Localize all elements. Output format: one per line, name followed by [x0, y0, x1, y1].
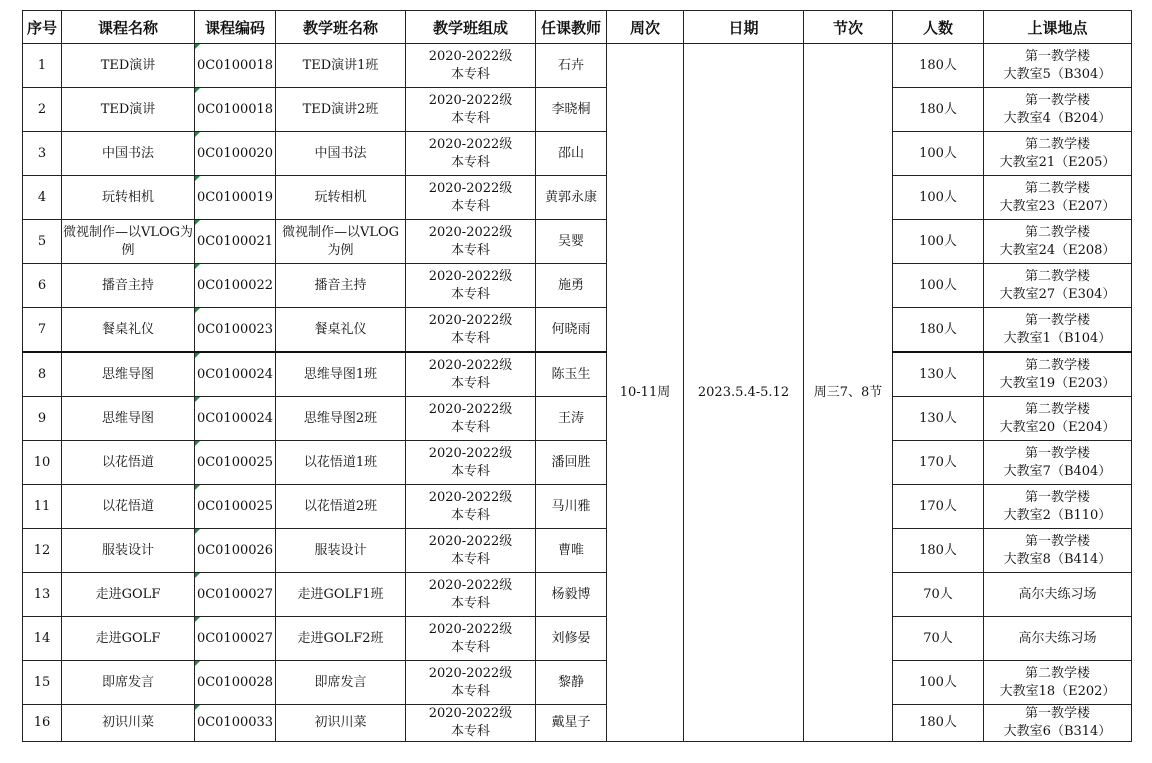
- course-code: 0C0100023: [195, 308, 276, 353]
- class-composition-line1: 2020-2022级: [428, 401, 513, 417]
- course-name: 中国书法: [62, 132, 195, 176]
- header-weeks: 周次: [607, 11, 684, 44]
- class-name: 走进GOLF2班: [276, 617, 406, 661]
- class-composition: [406, 529, 536, 573]
- course-name: TED演讲: [62, 88, 195, 132]
- class-composition-line2: 本专科: [450, 375, 490, 391]
- row-number: 6: [23, 264, 62, 308]
- class-composition-line2: 本专科: [450, 639, 490, 655]
- class-composition-line1: 2020-2022级: [428, 224, 513, 240]
- student-count: 180人: [893, 44, 984, 88]
- location-line2: 大教室8（B414）: [1003, 551, 1112, 567]
- class-composition-line2: 本专科: [450, 66, 490, 82]
- location: [984, 352, 1132, 397]
- table-row: [23, 308, 1132, 353]
- table-row: [23, 485, 1132, 529]
- class-composition-line2: 本专科: [450, 683, 490, 699]
- row-number: 9: [23, 397, 62, 441]
- weeks-cell: 10-11周: [607, 44, 684, 742]
- location-line1: 第一教学楼: [1024, 312, 1090, 328]
- student-count: 170人: [893, 485, 984, 529]
- course-code: 0C0100033: [195, 705, 276, 742]
- location: [984, 441, 1132, 485]
- table-row: [23, 397, 1132, 441]
- course-code: 0C0100018: [195, 88, 276, 132]
- course-name: 以花悟道: [62, 441, 195, 485]
- student-count: 100人: [893, 132, 984, 176]
- location-line2: 大教室18（E202）: [999, 683, 1116, 699]
- teacher: 黎静: [536, 661, 607, 705]
- location: [984, 220, 1132, 264]
- class-composition-line2: 本专科: [450, 110, 490, 126]
- table-row: [23, 44, 1132, 88]
- class-name: 以花悟道1班: [276, 441, 406, 485]
- location-line2: 大教室4（B204）: [1003, 110, 1112, 126]
- period-cell: 周三7、8节: [804, 44, 893, 742]
- row-number: 5: [23, 220, 62, 264]
- student-count: 100人: [893, 176, 984, 220]
- row-number: 14: [23, 617, 62, 661]
- header-count: 人数: [893, 11, 984, 44]
- class-composition-line2: 本专科: [450, 551, 490, 567]
- course-code: 0C0100025: [195, 441, 276, 485]
- student-count: 180人: [893, 88, 984, 132]
- location: [984, 176, 1132, 220]
- class-composition: [406, 44, 536, 88]
- class-name: 播音主持: [276, 264, 406, 308]
- class-composition: [406, 88, 536, 132]
- class-composition-line2: 本专科: [450, 507, 490, 523]
- row-number: 13: [23, 573, 62, 617]
- course-schedule-table: [22, 10, 1132, 742]
- location-line1: 第一教学楼: [1024, 533, 1090, 549]
- course-code: 0C0100026: [195, 529, 276, 573]
- row-number: 16: [23, 705, 62, 742]
- course-code: 0C0100019: [195, 176, 276, 220]
- class-name: 中国书法: [276, 132, 406, 176]
- class-composition-line1: 2020-2022级: [428, 312, 513, 328]
- location: [984, 705, 1132, 742]
- location-line1: 第二教学楼: [1024, 268, 1090, 284]
- location-line1: 第二教学楼: [1024, 401, 1090, 417]
- student-count: 170人: [893, 441, 984, 485]
- class-composition-line1: 2020-2022级: [428, 48, 513, 64]
- course-name: 服装设计: [62, 529, 195, 573]
- class-composition: [406, 176, 536, 220]
- row-number: 8: [23, 352, 62, 397]
- teacher: 施勇: [536, 264, 607, 308]
- location: [984, 264, 1132, 308]
- class-composition-line1: 2020-2022级: [428, 445, 513, 461]
- teacher: 杨毅博: [536, 573, 607, 617]
- class-composition: [406, 397, 536, 441]
- teacher: 吴婴: [536, 220, 607, 264]
- location-line1: 第一教学楼: [1024, 445, 1090, 461]
- location-line1: 第一教学楼: [1024, 48, 1090, 64]
- class-composition-line1: 2020-2022级: [428, 268, 513, 284]
- table-row: [23, 352, 1132, 397]
- class-composition-line2: 本专科: [450, 198, 490, 214]
- class-name: 微视制作—以VLOG为例: [276, 220, 406, 264]
- class-composition-line2: 本专科: [450, 724, 490, 739]
- table-row: [23, 176, 1132, 220]
- location-line1: 第一教学楼: [1024, 92, 1090, 108]
- class-composition-line1: 2020-2022级: [428, 180, 513, 196]
- class-name: TED演讲1班: [276, 44, 406, 88]
- class-composition-line2: 本专科: [450, 463, 490, 479]
- table-row: [23, 529, 1132, 573]
- location: [984, 529, 1132, 573]
- location-line2: 大教室21（E205）: [999, 154, 1116, 170]
- course-name: 以花悟道: [62, 485, 195, 529]
- row-number: 11: [23, 485, 62, 529]
- location-line1: 第二教学楼: [1024, 224, 1090, 240]
- row-number: 12: [23, 529, 62, 573]
- course-code: 0C0100025: [195, 485, 276, 529]
- course-name: 微视制作—以VLOG为例: [62, 220, 195, 264]
- header-class-composition: 教学班组成: [406, 11, 536, 44]
- class-composition-line1: 2020-2022级: [428, 533, 513, 549]
- header-no: 序号: [23, 11, 62, 44]
- location: [984, 308, 1132, 353]
- location-line1: 第二教学楼: [1024, 136, 1090, 152]
- course-code: 0C0100018: [195, 44, 276, 88]
- location-line2: 大教室1（B104）: [1003, 330, 1112, 346]
- course-code: 0C0100028: [195, 661, 276, 705]
- class-composition-line1: 2020-2022级: [428, 136, 513, 152]
- location-line2: 大教室24（E208）: [999, 242, 1116, 258]
- location: [984, 44, 1132, 88]
- row-number: 2: [23, 88, 62, 132]
- table-row: [23, 661, 1132, 705]
- location-line1: 第一教学楼: [1024, 706, 1090, 721]
- location-line2: 大教室23（E207）: [999, 198, 1116, 214]
- header-location: 上课地点: [984, 11, 1132, 44]
- class-composition: [406, 308, 536, 353]
- class-composition-line1: 2020-2022级: [428, 92, 513, 108]
- teacher: 刘修晏: [536, 617, 607, 661]
- student-count: 100人: [893, 220, 984, 264]
- course-code: 0C0100027: [195, 573, 276, 617]
- location-line2: 大教室6（B314）: [1003, 724, 1112, 739]
- course-code: 0C0100022: [195, 264, 276, 308]
- class-composition: [406, 705, 536, 742]
- class-name: 餐桌礼仪: [276, 308, 406, 353]
- class-name: 即席发言: [276, 661, 406, 705]
- location-line2: 大教室20（E204）: [999, 419, 1116, 435]
- location: [984, 132, 1132, 176]
- location-line1: 第一教学楼: [1024, 489, 1090, 505]
- class-composition: [406, 220, 536, 264]
- student-count: 100人: [893, 661, 984, 705]
- class-name: 思维导图2班: [276, 397, 406, 441]
- location-line2: 大教室7（B404）: [1003, 463, 1112, 479]
- course-code: 0C0100021: [195, 220, 276, 264]
- header-course-name: 课程名称: [62, 11, 195, 44]
- location: 高尔夫练习场: [984, 617, 1132, 661]
- header-row: [23, 11, 1132, 44]
- header-period: 节次: [804, 11, 893, 44]
- teacher: 马川雅: [536, 485, 607, 529]
- table-row: [23, 617, 1132, 661]
- header-date: 日期: [684, 11, 804, 44]
- class-composition-line1: 2020-2022级: [428, 489, 513, 505]
- row-number: 3: [23, 132, 62, 176]
- teacher: 石卉: [536, 44, 607, 88]
- class-composition: [406, 573, 536, 617]
- class-name: 玩转相机: [276, 176, 406, 220]
- row-number: 4: [23, 176, 62, 220]
- row-number: 7: [23, 308, 62, 353]
- location-line2: 大教室19（E203）: [999, 375, 1116, 391]
- class-name: 以花悟道2班: [276, 485, 406, 529]
- teacher: 黄郭永康: [536, 176, 607, 220]
- location: [984, 661, 1132, 705]
- header-course-code: 课程编码: [195, 11, 276, 44]
- class-composition: [406, 617, 536, 661]
- class-composition: [406, 661, 536, 705]
- class-name: 思维导图1班: [276, 352, 406, 397]
- class-composition: [406, 485, 536, 529]
- location-line2: 大教室2（B110）: [1003, 507, 1112, 523]
- course-name: 餐桌礼仪: [62, 308, 195, 353]
- course-name: 即席发言: [62, 661, 195, 705]
- course-name: 思维导图: [62, 352, 195, 397]
- row-number: 10: [23, 441, 62, 485]
- course-code: 0C0100027: [195, 617, 276, 661]
- location-line2: 大教室27（E304）: [999, 286, 1116, 302]
- student-count: 130人: [893, 352, 984, 397]
- course-code: 0C0100024: [195, 397, 276, 441]
- class-composition: [406, 441, 536, 485]
- class-composition-line2: 本专科: [450, 154, 490, 170]
- table-row: [23, 264, 1132, 308]
- table-row: [23, 573, 1132, 617]
- course-name: 思维导图: [62, 397, 195, 441]
- class-name: 走进GOLF1班: [276, 573, 406, 617]
- class-composition-line2: 本专科: [450, 286, 490, 302]
- teacher: 潘回胜: [536, 441, 607, 485]
- class-composition: [406, 352, 536, 397]
- course-name: 走进GOLF: [62, 617, 195, 661]
- table-row: [23, 132, 1132, 176]
- row-number: 1: [23, 44, 62, 88]
- student-count: 180人: [893, 529, 984, 573]
- table-row: [23, 220, 1132, 264]
- class-name: 初识川菜: [276, 705, 406, 742]
- class-composition-line1: 2020-2022级: [428, 665, 513, 681]
- student-count: 100人: [893, 264, 984, 308]
- student-count: 70人: [893, 617, 984, 661]
- course-name: 玩转相机: [62, 176, 195, 220]
- row-number: 15: [23, 661, 62, 705]
- class-composition-line2: 本专科: [450, 595, 490, 611]
- class-composition: [406, 264, 536, 308]
- class-composition-line1: 2020-2022级: [428, 357, 513, 373]
- location-line1: 第二教学楼: [1024, 665, 1090, 681]
- header-class-name: 教学班名称: [276, 11, 406, 44]
- location-line1: 第二教学楼: [1024, 357, 1090, 373]
- class-name: TED演讲2班: [276, 88, 406, 132]
- class-composition-line1: 2020-2022级: [428, 577, 513, 593]
- table-row: [23, 441, 1132, 485]
- course-code: 0C0100020: [195, 132, 276, 176]
- date-cell: 2023.5.4-5.12: [684, 44, 804, 742]
- location: [984, 397, 1132, 441]
- student-count: 180人: [893, 308, 984, 353]
- course-name: 走进GOLF: [62, 573, 195, 617]
- table-row: [23, 705, 1132, 742]
- student-count: 130人: [893, 397, 984, 441]
- location: 高尔夫练习场: [984, 573, 1132, 617]
- teacher: 何晓雨: [536, 308, 607, 353]
- header-teacher: 任课教师: [536, 11, 607, 44]
- class-composition-line1: 2020-2022级: [428, 621, 513, 637]
- student-count: 70人: [893, 573, 984, 617]
- teacher: 曹唯: [536, 529, 607, 573]
- location: [984, 485, 1132, 529]
- course-code: 0C0100024: [195, 352, 276, 397]
- location-line1: 第二教学楼: [1024, 180, 1090, 196]
- teacher: 陈玉生: [536, 352, 607, 397]
- course-name: 初识川菜: [62, 705, 195, 742]
- class-composition-line2: 本专科: [450, 419, 490, 435]
- location-line2: 大教室5（B304）: [1003, 66, 1112, 82]
- teacher: 邵山: [536, 132, 607, 176]
- location: [984, 88, 1132, 132]
- teacher: 王涛: [536, 397, 607, 441]
- course-name: 播音主持: [62, 264, 195, 308]
- teacher: 戴星子: [536, 705, 607, 742]
- student-count: 180人: [893, 705, 984, 742]
- class-composition: [406, 132, 536, 176]
- teacher: 李晓桐: [536, 88, 607, 132]
- class-composition-line2: 本专科: [450, 242, 490, 258]
- class-composition-line1: 2020-2022级: [428, 706, 513, 721]
- class-composition-line2: 本专科: [450, 330, 490, 346]
- class-name: 服装设计: [276, 529, 406, 573]
- course-name: TED演讲: [62, 44, 195, 88]
- table-row: [23, 88, 1132, 132]
